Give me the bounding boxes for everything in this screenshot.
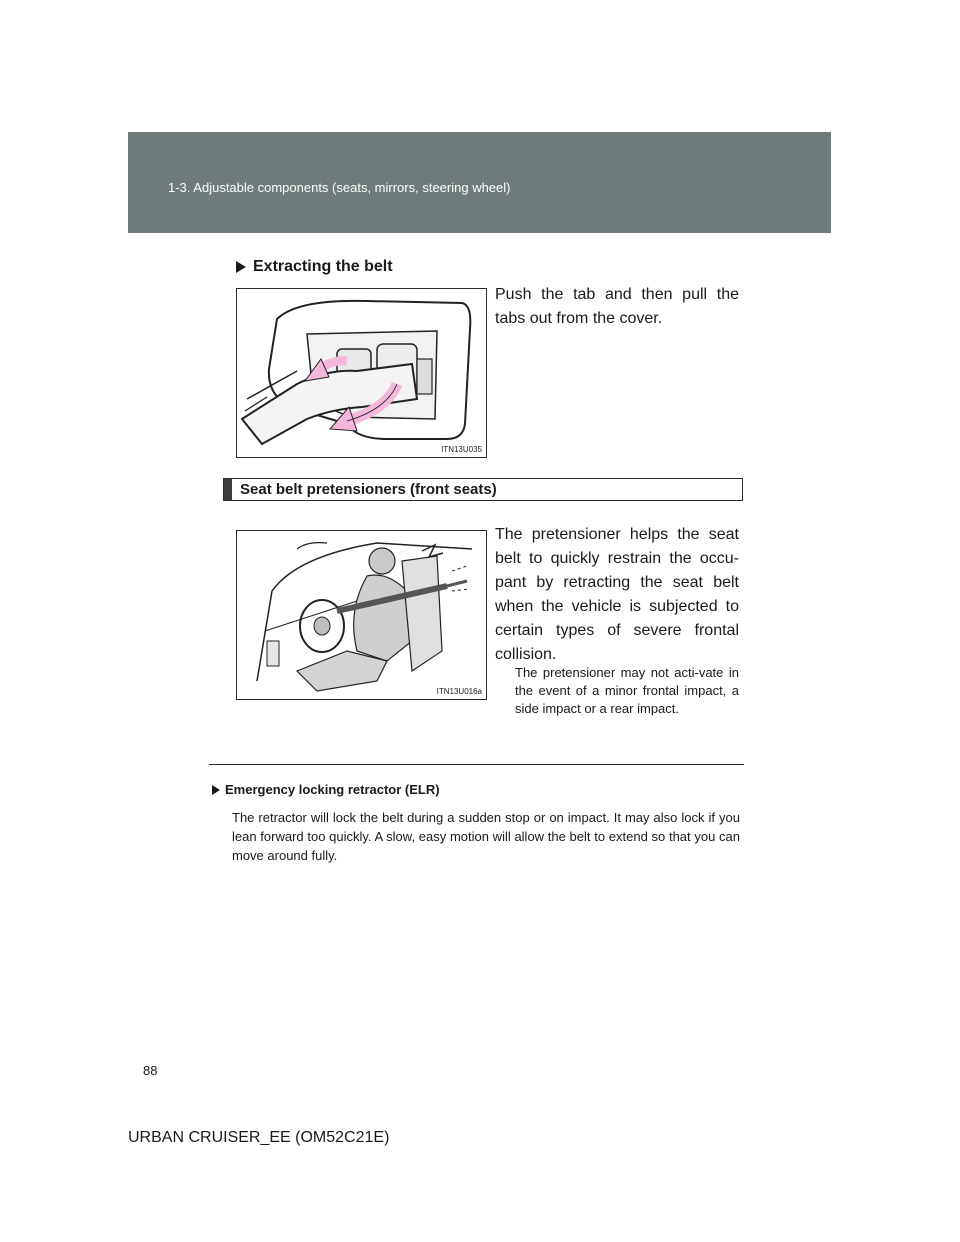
elr-heading	[212, 782, 440, 797]
vehicle-interior-drawing	[237, 531, 486, 699]
extracting-belt-heading	[236, 258, 393, 276]
pretensioner-note: The pretensioner may not acti-vate in the event of a minor frontal impact, a side impact or a rear impact.	[515, 665, 739, 716]
section-title-accent	[224, 479, 232, 500]
figure-code: ITN13U016a	[436, 687, 482, 696]
header-bar	[128, 132, 831, 233]
section-divider	[209, 764, 744, 765]
belt-cover-drawing	[237, 289, 486, 457]
belt-extraction-illustration	[236, 288, 487, 458]
elr-description: The retractor will lock the belt during a sudden stop or on impact. It may also lock if you lean forward too quickly. A slow, easy motion will allow the belt to extend so that you can move around fully.	[232, 810, 740, 863]
extracting-belt-instructions: Push the tab and then pull the tabs out from the cover.	[495, 286, 739, 327]
figure-code: ITN13U035	[441, 445, 482, 454]
extracting-belt-heading-text: Extracting the belt	[253, 258, 393, 275]
section-title-box	[223, 478, 743, 501]
pretensioner-description: The pretensioner helps the seat belt to quickly restrain the occu-pant by retracting the seat belt when the vehicle is subjected to certain types of severe frontal collision.	[495, 526, 739, 663]
page-number: 88	[143, 1063, 158, 1078]
document-footer: URBAN CRUISER_EE (OM52C21E)	[128, 1129, 390, 1146]
pretensioners-section-title: Seat belt pretensioners (front seats)	[240, 481, 497, 498]
triangle-bullet-icon	[236, 261, 246, 273]
pretensioner-illustration	[236, 530, 487, 700]
section-header-title: 1-3. Adjustable components (seats, mirrors, steering wheel)	[168, 180, 511, 195]
triangle-bullet-icon	[212, 785, 220, 795]
elr-heading-text: Emergency locking retractor (ELR)	[225, 782, 440, 797]
